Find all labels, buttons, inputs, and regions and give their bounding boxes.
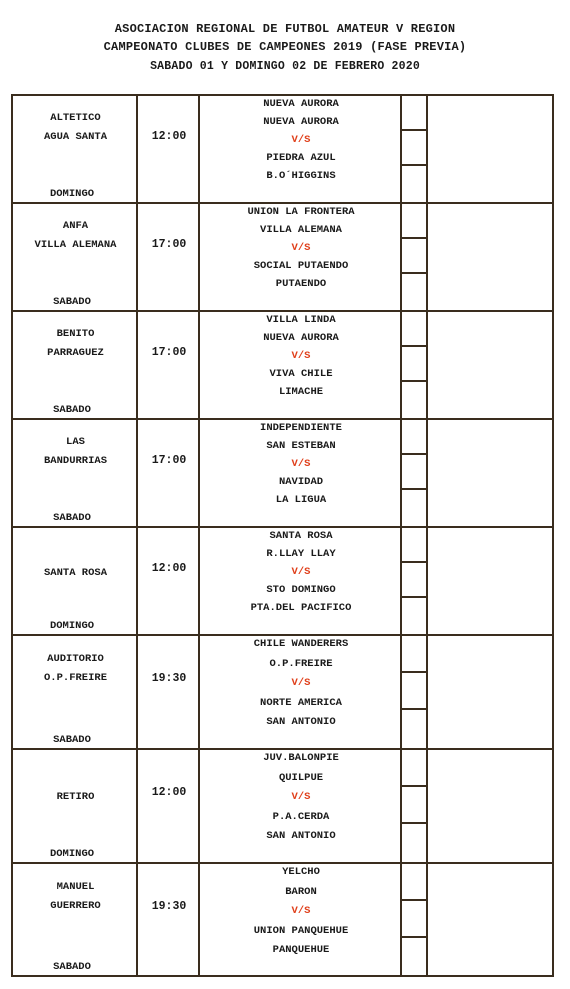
venue-name-line: SANTA ROSA (43, 567, 107, 579)
match-row (11, 418, 554, 526)
teams-cell (200, 204, 402, 310)
venue-name-line: LAS (66, 436, 85, 448)
score-box-cell (402, 750, 428, 862)
away-club: VIVA CHILE (269, 368, 333, 380)
home-city: SAN ESTEBAN (266, 440, 336, 452)
venue-cell (13, 864, 138, 975)
score-box-cell (402, 96, 428, 202)
match-day: SABADO (53, 961, 91, 973)
home-city: NUEVA AURORA (263, 332, 339, 344)
away-club: NORTE AMERICA (260, 696, 342, 709)
venue-cell (13, 420, 138, 526)
notes-cell (428, 204, 552, 310)
match-day: SABADO (53, 512, 91, 524)
kickoff-time: 17:00 (151, 238, 187, 251)
home-club: JUV.BALONPIE (263, 752, 339, 764)
away-score-box[interactable] (402, 563, 428, 598)
score-box-cell (402, 420, 428, 526)
match-row (11, 526, 554, 634)
score-box-cell (402, 528, 428, 634)
match-row (11, 634, 554, 748)
home-city: BARON (285, 885, 317, 898)
home-score-box[interactable] (402, 636, 428, 673)
match-day: SABADO (53, 734, 91, 746)
home-score-box[interactable] (402, 750, 428, 787)
notes-cell (428, 528, 552, 634)
away-score-box[interactable] (402, 455, 428, 490)
away-city: LA LIGUA (275, 494, 327, 506)
home-club: INDEPENDIENTE (260, 422, 342, 434)
venue-name-line: ANFA (62, 220, 89, 232)
kickoff-time: 19:30 (151, 672, 187, 685)
match-row (11, 310, 554, 418)
venue-cell (13, 750, 138, 862)
venue-name-line: ALTETICO (50, 112, 101, 124)
away-city: PUTAENDO (275, 278, 327, 290)
time-cell (138, 528, 200, 634)
versus-label: V/S (291, 677, 311, 689)
match-row (11, 202, 554, 310)
venue-cell (13, 636, 138, 748)
versus-label: V/S (291, 350, 311, 362)
away-city: SAN ANTONIO (266, 716, 336, 728)
title-line-1: ASOCIACION REGIONAL DE FUTBOL AMATEUR V REGION (114, 22, 456, 36)
home-score-box[interactable] (402, 420, 428, 455)
home-city: R.LLAY LLAY (266, 548, 336, 560)
teams-cell (200, 96, 402, 202)
match-day: SABADO (53, 296, 91, 308)
match-day: DOMINGO (49, 848, 95, 860)
away-score-box[interactable] (402, 347, 428, 382)
time-cell (138, 96, 200, 202)
away-club: PIEDRA AZUL (266, 152, 336, 164)
title-line-3: SABADO 01 Y DOMINGO 02 DE FEBRERO 2020 (150, 60, 420, 73)
away-score-box[interactable] (402, 673, 428, 710)
venue-name-line: VILLA ALEMANA (34, 239, 117, 251)
away-club: NAVIDAD (278, 476, 324, 488)
teams-cell (200, 636, 402, 748)
time-cell (138, 204, 200, 310)
away-score-box[interactable] (402, 787, 428, 824)
away-city: SAN ANTONIO (266, 830, 336, 842)
away-club: P.A.CERDA (272, 810, 330, 823)
venue-cell (13, 312, 138, 418)
time-cell (138, 420, 200, 526)
versus-label: V/S (291, 566, 311, 578)
home-city: VILLA ALEMANA (260, 224, 342, 236)
home-club: NUEVA AURORA (263, 98, 339, 110)
home-score-box[interactable] (402, 312, 428, 347)
home-club: YELCHO (282, 866, 320, 878)
notes-cell (428, 312, 552, 418)
away-score-box[interactable] (402, 131, 428, 166)
home-city: NUEVA AURORA (263, 116, 339, 128)
venue-name-line: O.P.FREIRE (43, 672, 107, 684)
teams-cell (200, 864, 402, 975)
versus-label: V/S (291, 242, 311, 254)
home-club: CHILE WANDERERS (253, 638, 349, 650)
venue-name-line: AGUA SANTA (43, 131, 107, 143)
match-row (11, 862, 554, 977)
away-city: B.O´HIGGINS (266, 170, 336, 182)
home-club: UNION LA FRONTERA (247, 206, 355, 218)
time-cell (138, 636, 200, 748)
match-day: DOMINGO (49, 188, 95, 200)
teams-cell (200, 528, 402, 634)
versus-label: V/S (291, 791, 311, 803)
notes-cell (428, 420, 552, 526)
match-row (11, 94, 554, 202)
time-cell (138, 750, 200, 862)
notes-cell (428, 96, 552, 202)
home-club: SANTA ROSA (269, 530, 333, 542)
notes-cell (428, 750, 552, 862)
home-score-box[interactable] (402, 204, 428, 239)
time-cell (138, 312, 200, 418)
kickoff-time: 17:00 (151, 454, 187, 467)
fixture-table (11, 94, 554, 977)
venue-name-line: GUERRERO (50, 900, 101, 912)
score-box-cell (402, 204, 428, 310)
title-line-2: CAMPEONATO CLUBES DE CAMPEONES 2019 (FASE PREVIA) (103, 40, 467, 54)
home-city: O.P.FREIRE (269, 657, 333, 670)
away-club: STO DOMINGO (266, 584, 336, 596)
home-score-box[interactable] (402, 864, 428, 901)
away-club: UNION PANQUEHUE (253, 924, 349, 937)
versus-label: V/S (291, 458, 311, 470)
away-club: SOCIAL PUTAENDO (253, 260, 349, 272)
notes-cell (428, 636, 552, 748)
venue-name-line: BANDURRIAS (43, 455, 107, 467)
home-city: QUILPUE (278, 771, 324, 784)
score-box-cell (402, 864, 428, 975)
teams-cell (200, 420, 402, 526)
kickoff-time: 19:30 (151, 900, 187, 913)
venue-name-line: MANUEL (56, 881, 95, 893)
kickoff-time: 12:00 (151, 786, 187, 799)
venue-cell (13, 96, 138, 202)
kickoff-time: 12:00 (151, 562, 187, 575)
away-score-box[interactable] (402, 239, 428, 274)
versus-label: V/S (291, 905, 311, 917)
away-city: PTA.DEL PACIFICO (250, 602, 352, 614)
away-score-box[interactable] (402, 901, 428, 938)
home-score-box[interactable] (402, 96, 428, 131)
kickoff-time: 17:00 (151, 346, 187, 359)
match-row (11, 748, 554, 862)
venue-cell (13, 204, 138, 310)
match-day: DOMINGO (49, 620, 95, 632)
kickoff-time: 12:00 (151, 130, 187, 143)
venue-cell (13, 528, 138, 634)
away-city: PANQUEHUE (272, 944, 330, 956)
home-score-box[interactable] (402, 528, 428, 563)
time-cell (138, 864, 200, 975)
venue-name-line: RETIRO (56, 791, 95, 803)
versus-label: V/S (291, 134, 311, 146)
away-city: LIMACHE (278, 386, 324, 398)
venue-name-line: AUDITORIO (47, 653, 104, 665)
score-box-cell (402, 312, 428, 418)
home-club: VILLA LINDA (266, 314, 336, 326)
notes-cell (428, 864, 552, 975)
venue-name-line: BENITO (56, 328, 95, 340)
match-day: SABADO (53, 404, 91, 416)
teams-cell (200, 312, 402, 418)
teams-cell (200, 750, 402, 862)
score-box-cell (402, 636, 428, 748)
venue-name-line: PARRAGUEZ (47, 347, 104, 359)
